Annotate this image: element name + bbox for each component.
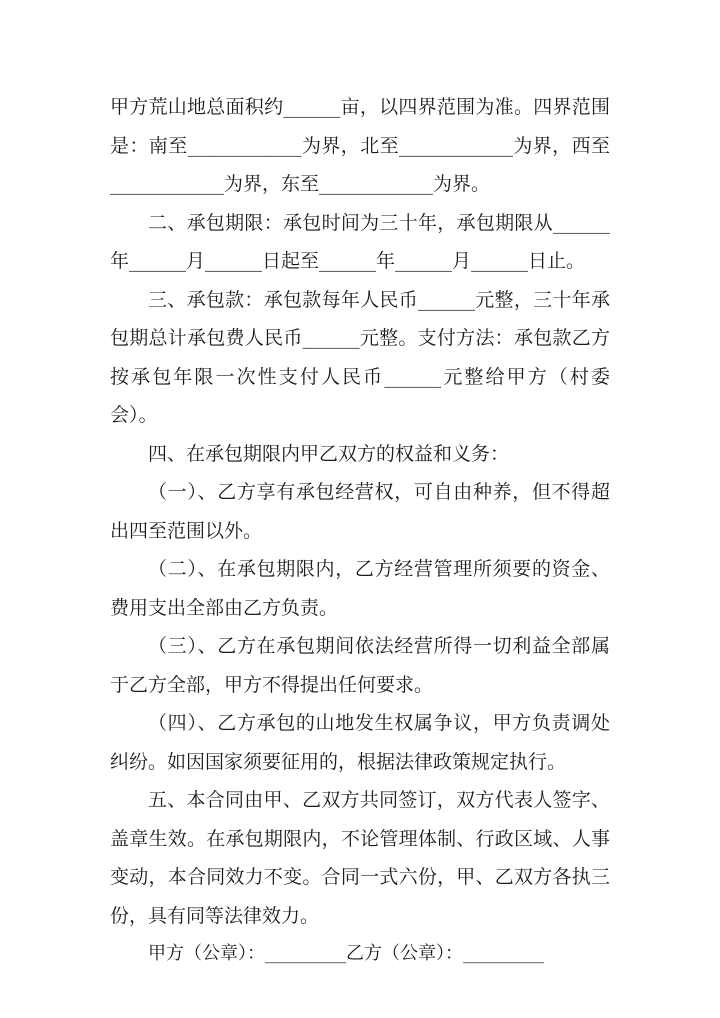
paragraph-contract-effect: 五、本合同由甲、乙双方共同签订，双方代表人签字、盖章生效。在承包期限内，不论管理体制、行政区域、人事变动，本合同效力不变。合同一式六份，甲、乙双方各执三份，具有同等法律效力。 [110, 789, 610, 927]
paragraph-contract-fee: 三、承包款：承包款每年人民币______元整，三十年承包期总计承包费人民币______元整。支付方法：承包款乙方按承包年限一次性支付人民币______元整给甲方（村委会）。 [110, 288, 610, 426]
paragraph-right-2: （二）、在承包期限内，乙方经营管理所须要的资金、费用支出全部由乙方负责。 [110, 558, 610, 619]
paragraph-right-3: （三）、乙方在承包期间依法经营所得一切利益全部属于乙方全部，甲方不得提出任何要求。 [110, 635, 610, 696]
contract-body [110, 88, 610, 974]
signature-line: 甲方（公章）：_________乙方（公章）：_________ [148, 943, 544, 964]
paragraph-right-4: （四）、乙方承包的山地发生权属争议，甲方负责调处纠纷。如因国家须要征用的，根据法律政策规定执行。 [110, 712, 610, 773]
paragraph-rights-heading: 四、在承包期限内甲乙双方的权益和义务： [148, 442, 510, 465]
paragraph-right-1: （一）、乙方享有承包经营权，可自由种养，但不得超出四至范围以外。 [110, 481, 610, 542]
paragraph-land-area: 甲方荒山地总面积约______亩，以四界范围为准。四界范围是：南至____________为界，北至____________为界，西至____________为界，东至____________为界。 [110, 96, 610, 195]
paragraph-contract-term: 二、承包期限：承包时间为三十年，承包期限从______年______月______日起至______年______月______日止。 [110, 211, 610, 272]
